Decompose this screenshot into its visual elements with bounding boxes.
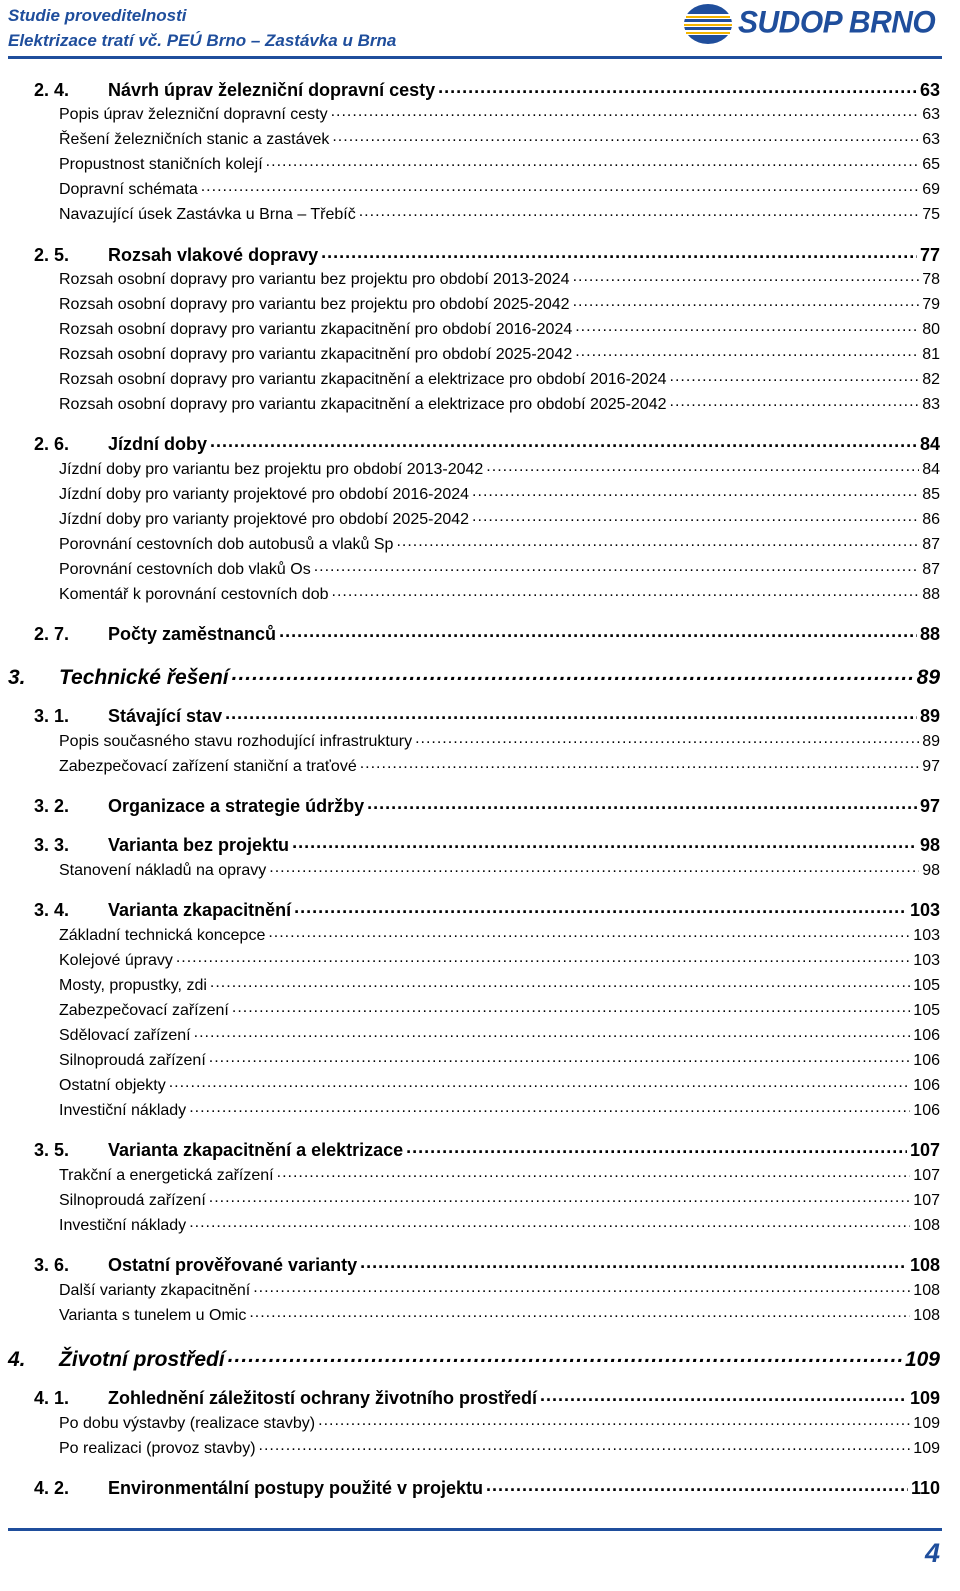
toc-section[interactable] [34, 1253, 940, 1276]
toc-entry-label: Silnoproudá zařízení [59, 1052, 206, 1069]
toc-entry-page: 105 [913, 977, 940, 994]
toc-dot-leader [331, 103, 920, 119]
toc-entry-page: 84 [922, 461, 940, 478]
toc-entry-label: Sdělovací zařízení [59, 1027, 191, 1044]
toc-entry-label: Rozsah osobní dopravy pro variantu bez projektu pro období 2025-2042 [59, 296, 570, 313]
toc-dot-leader [314, 558, 920, 574]
toc-dot-leader [318, 1412, 910, 1428]
toc-subsection[interactable] [59, 859, 940, 880]
toc-subsection[interactable] [59, 1024, 940, 1045]
toc-section[interactable] [34, 794, 940, 817]
toc-dot-leader [573, 293, 920, 309]
toc-subsection[interactable] [59, 153, 940, 174]
toc-entry-label: Po dobu výstavby (realizace stavby) [59, 1415, 316, 1432]
toc-entry-page: 103 [913, 952, 940, 969]
sudop-brno-logo [678, 2, 954, 50]
toc-entry-page: 106 [913, 1077, 940, 1094]
toc-entry-page: 107 [913, 1167, 940, 1184]
toc-dot-leader [670, 393, 920, 409]
toc-entry-number: 3. 5. [34, 1140, 70, 1160]
toc-entry-page: 88 [922, 586, 940, 603]
toc-entry-page: 98 [922, 862, 940, 879]
toc-entry-label: Komentář k porovnání cestovních dob [59, 586, 329, 603]
toc-subsection[interactable] [59, 583, 940, 604]
toc-subsection[interactable] [59, 203, 940, 224]
toc-entry-page: 109 [904, 1348, 940, 1371]
toc-entry-page: 83 [922, 396, 940, 413]
toc-subsection[interactable] [59, 458, 940, 479]
toc-entry-page: 86 [922, 511, 940, 528]
toc-subsection[interactable] [59, 949, 940, 970]
toc-entry-label: Mosty, propustky, zdi [59, 977, 207, 994]
toc-subsection[interactable] [59, 1437, 940, 1458]
toc-dot-leader [406, 1138, 907, 1156]
toc-dot-leader [438, 78, 917, 96]
toc-entry-page: 63 [922, 106, 940, 123]
toc-entry-label: Rozsah osobní dopravy pro variantu zkapacitnění pro období 2025-2042 [59, 346, 573, 363]
toc-entry-number: 3. 1. [34, 706, 70, 726]
toc-entry-label: Rozsah osobní dopravy pro variantu zkapacitnění a elektrizace pro období 2016-2024 [59, 371, 667, 388]
toc-subsection[interactable] [59, 999, 940, 1020]
toc-subsection[interactable] [59, 533, 940, 554]
toc-entry-label: Silnoproudá zařízení [59, 1192, 206, 1209]
toc-entry-label: Řešení železničních stanic a zastávek [59, 131, 330, 148]
toc-entry-page: 97 [919, 796, 940, 816]
toc-entry-page: 97 [922, 758, 940, 775]
toc-entry-page: 108 [909, 1255, 940, 1275]
toc-entry-page: 108 [913, 1217, 940, 1234]
toc-entry-page: 87 [922, 536, 940, 553]
toc-dot-leader [189, 1099, 910, 1115]
header-document-type: Studie proveditelnosti [8, 6, 187, 25]
header-project-title: Elektrizace tratí vč. PEÚ Brno – Zastávka u Brna [8, 31, 397, 50]
toc-section[interactable] [34, 704, 940, 727]
toc-entry-page: 108 [913, 1282, 940, 1299]
toc-entry-label: Po realizaci (provoz stavby) [59, 1440, 256, 1457]
toc-dot-leader [201, 178, 919, 194]
toc-chapter[interactable] [8, 1345, 940, 1372]
toc-entry-number: 3. 3. [34, 835, 70, 855]
toc-entry-page: 85 [922, 486, 940, 503]
toc-entry-label: Organizace a strategie údržby [108, 796, 365, 816]
toc-dot-leader [232, 663, 914, 684]
toc-entry-number: 2. 6. [34, 434, 70, 454]
toc-entry-page: 79 [922, 296, 940, 313]
toc-entry-page: 105 [913, 1002, 940, 1019]
toc-entry-page: 63 [919, 80, 940, 100]
toc-entry-page: 89 [919, 706, 940, 726]
toc-entry-number: 4. [8, 1348, 26, 1371]
toc-entry-page: 65 [922, 156, 940, 173]
toc-entry-page: 109 [909, 1388, 940, 1408]
toc-entry-number: 2. 5. [34, 245, 70, 265]
toc-subsection[interactable] [59, 343, 940, 364]
toc-subsection[interactable] [59, 1279, 940, 1300]
logo-text: SUDOP BRNO [738, 5, 936, 40]
toc-section[interactable] [34, 78, 940, 101]
toc-subsection[interactable] [59, 268, 940, 289]
toc-entry-label: Rozsah osobní dopravy pro variantu bez projektu pro období 2013-2024 [59, 271, 570, 288]
toc-entry-page: 80 [922, 321, 940, 338]
toc-entry-label: Varianta bez projektu [108, 835, 290, 855]
toc-subsection[interactable] [59, 974, 940, 995]
toc-entry-number: 2. 4. [34, 80, 70, 100]
toc-dot-leader [415, 730, 919, 746]
toc-dot-leader [259, 1437, 911, 1453]
toc-dot-leader [169, 1074, 911, 1090]
toc-subsection[interactable] [59, 128, 940, 149]
toc-entry-label: Jízdní doby pro varianty projektové pro období 2025-2042 [59, 511, 470, 528]
toc-dot-leader [486, 458, 919, 474]
toc-entry-label: Investiční náklady [59, 1102, 187, 1119]
toc-entry-label: Stávající stav [108, 706, 223, 726]
toc-dot-leader [359, 203, 919, 219]
toc-entry-page: 103 [909, 900, 940, 920]
toc-subsection[interactable] [59, 1099, 940, 1120]
toc-subsection[interactable] [59, 1074, 940, 1095]
toc-section[interactable] [34, 1138, 940, 1161]
toc-entry-label: Rozsah vlakové dopravy [108, 245, 319, 265]
toc-entry-label: Varianta s tunelem u Omic [59, 1307, 247, 1324]
toc-entry-number: 2. 7. [34, 624, 70, 644]
toc-entry-page: 103 [913, 927, 940, 944]
toc-entry-label: Propustnost staničních kolejí [59, 156, 263, 173]
toc-subsection[interactable] [59, 508, 940, 529]
toc-entry-page: 108 [913, 1307, 940, 1324]
toc-entry-label: Technické řešení [59, 666, 229, 689]
footer-divider [8, 1528, 942, 1531]
toc-entry-label: Stanovení nákladů na opravy [59, 862, 267, 879]
toc-subsection[interactable] [59, 1049, 940, 1070]
toc-entry-number: 4. 1. [34, 1388, 70, 1408]
toc-subsection[interactable] [59, 1304, 940, 1325]
toc-dot-leader [396, 533, 919, 549]
toc-dot-leader [266, 153, 920, 169]
toc-entry-page: 63 [922, 131, 940, 148]
toc-dot-leader [210, 974, 910, 990]
sudop-logo-icon [678, 2, 738, 48]
toc-entry-label: Další varianty zkapacitnění [59, 1282, 251, 1299]
toc-entry-page: 87 [922, 561, 940, 578]
toc-subsection[interactable] [59, 483, 940, 504]
toc-section[interactable] [34, 1386, 940, 1409]
toc-entry-label: Popis úprav železniční dopravní cesty [59, 106, 328, 123]
toc-dot-leader [209, 1049, 911, 1065]
toc-section[interactable] [34, 243, 940, 266]
toc-entry-label: Zabezpečovací zařízení [59, 1002, 229, 1019]
toc-subsection[interactable] [59, 1214, 940, 1235]
toc-entry-label: Kolejové úpravy [59, 952, 173, 969]
toc-entry-page: 98 [919, 835, 940, 855]
toc-entry-page: 107 [913, 1192, 940, 1209]
toc-section[interactable] [34, 622, 940, 645]
toc-dot-leader [176, 949, 910, 965]
toc-entry-label: Základní technická koncepce [59, 927, 266, 944]
toc-dot-leader [268, 924, 910, 940]
toc-entry-number: 4. 2. [34, 1478, 70, 1498]
toc-section[interactable] [34, 432, 940, 455]
toc-dot-leader [292, 833, 917, 851]
toc-dot-leader [321, 243, 917, 261]
toc-entry-page: 106 [913, 1102, 940, 1119]
toc-dot-leader [225, 704, 917, 722]
toc-dot-leader [472, 508, 919, 524]
toc-entry-label: Ostatní objekty [59, 1077, 166, 1094]
toc-entry-label: Rozsah osobní dopravy pro variantu zkapacitnění a elektrizace pro období 2025-2042 [59, 396, 667, 413]
toc-entry-label: Jízdní doby pro varianty projektové pro období 2016-2024 [59, 486, 470, 503]
toc-entry-page: 78 [922, 271, 940, 288]
toc-entry-page: 81 [922, 346, 940, 363]
toc-subsection[interactable] [59, 178, 940, 199]
toc-dot-leader [573, 268, 920, 284]
toc-subsection[interactable] [59, 755, 940, 776]
toc-dot-leader [360, 755, 919, 771]
toc-dot-leader [540, 1386, 907, 1404]
toc-dot-leader [253, 1279, 910, 1295]
toc-dot-leader [269, 859, 919, 875]
toc-dot-leader [360, 1253, 907, 1271]
toc-dot-leader [367, 794, 917, 812]
toc-section[interactable] [34, 898, 940, 921]
toc-entry-label: Počty zaměstnanců [108, 624, 277, 644]
toc-entry-label: Návrh úprav železniční dopravní cesty [108, 80, 436, 100]
toc-dot-leader [279, 622, 917, 640]
toc-entry-label: Zabezpečovací zařízení staniční a traťové [59, 758, 357, 775]
toc-entry-page: 69 [922, 181, 940, 198]
toc-subsection[interactable] [59, 318, 940, 339]
toc-entry-label: Jízdní doby [108, 434, 207, 454]
toc-dot-leader [332, 583, 920, 599]
toc-entry-label: Investiční náklady [59, 1217, 187, 1234]
toc-dot-leader [232, 999, 910, 1015]
toc-subsection[interactable] [59, 1412, 940, 1433]
toc-entry-label: Navazující úsek Zastávka u Brna – Třebíč [59, 206, 356, 223]
toc-entry-page: 110 [910, 1478, 940, 1498]
toc-subsection[interactable] [59, 393, 940, 414]
toc-entry-page: 84 [919, 434, 940, 454]
toc-subsection[interactable] [59, 368, 940, 389]
toc-dot-leader [472, 483, 919, 499]
toc-dot-leader [210, 432, 917, 450]
toc-dot-leader [209, 1189, 911, 1205]
toc-dot-leader [277, 1164, 911, 1180]
toc-entry-label: Environmentální postupy použité v projektu [108, 1478, 484, 1498]
toc-entry-page: 106 [913, 1052, 940, 1069]
toc-entry-number: 3. 4. [34, 900, 70, 920]
toc-entry-page: 107 [909, 1140, 940, 1160]
page-header [0, 0, 960, 62]
toc-subsection[interactable] [59, 103, 940, 124]
toc-entry-label: Varianta zkapacitnění [108, 900, 292, 920]
toc-dot-leader [486, 1476, 908, 1494]
header-divider [8, 56, 942, 59]
toc-entry-page: 109 [913, 1440, 940, 1457]
toc-subsection[interactable] [59, 924, 940, 945]
toc-section[interactable] [34, 1476, 940, 1499]
toc-entry-page: 109 [913, 1415, 940, 1432]
toc-chapter[interactable] [8, 663, 940, 690]
toc-dot-leader [249, 1304, 910, 1320]
toc-subsection[interactable] [59, 1164, 940, 1185]
toc-subsection[interactable] [59, 1189, 940, 1210]
toc-entry-label: Popis současného stavu rozhodující infrastruktury [59, 733, 413, 750]
toc-section[interactable] [34, 833, 940, 856]
toc-entry-page: 82 [922, 371, 940, 388]
toc-dot-leader [189, 1214, 910, 1230]
toc-subsection[interactable] [59, 293, 940, 314]
toc-entry-label: Trakční a energetická zařízení [59, 1167, 274, 1184]
toc-entry-label: Ostatní prověřované varianty [108, 1255, 358, 1275]
toc-entry-page: 77 [919, 245, 940, 265]
toc-entry-label: Životní prostředí [59, 1348, 225, 1371]
toc-entry-number: 3. 2. [34, 796, 70, 816]
toc-dot-leader [294, 898, 907, 916]
toc-entry-number: 3. 6. [34, 1255, 70, 1275]
toc-subsection[interactable] [59, 730, 940, 751]
toc-entry-label: Jízdní doby pro variantu bez projektu pro období 2013-2042 [59, 461, 484, 478]
toc-dot-leader [194, 1024, 911, 1040]
toc-dot-leader [332, 128, 919, 144]
toc-entry-label: Dopravní schémata [59, 181, 198, 198]
toc-entry-label: Varianta zkapacitnění a elektrizace [108, 1140, 404, 1160]
toc-entry-label: Porovnání cestovních dob vlaků Os [59, 561, 311, 578]
toc-dot-leader [228, 1345, 902, 1366]
toc-dot-leader [575, 318, 919, 334]
toc-entry-label: Porovnání cestovních dob autobusů a vlaků Sp [59, 536, 394, 553]
toc-entry-number: 3. [8, 666, 26, 689]
toc-entry-page: 89 [916, 666, 940, 689]
toc-entry-page: 88 [919, 624, 940, 644]
toc-entry-label: Rozsah osobní dopravy pro variantu zkapacitnění pro období 2016-2024 [59, 321, 573, 338]
toc-subsection[interactable] [59, 558, 940, 579]
toc-entry-label: Zohlednění záležitostí ochrany životního prostředí [108, 1388, 538, 1408]
toc-entry-page: 106 [913, 1027, 940, 1044]
toc-entry-page: 75 [922, 206, 940, 223]
toc-dot-leader [670, 368, 920, 384]
toc-entry-page: 89 [922, 733, 940, 750]
toc-dot-leader [575, 343, 919, 359]
page-number: 4 [924, 1538, 940, 1568]
